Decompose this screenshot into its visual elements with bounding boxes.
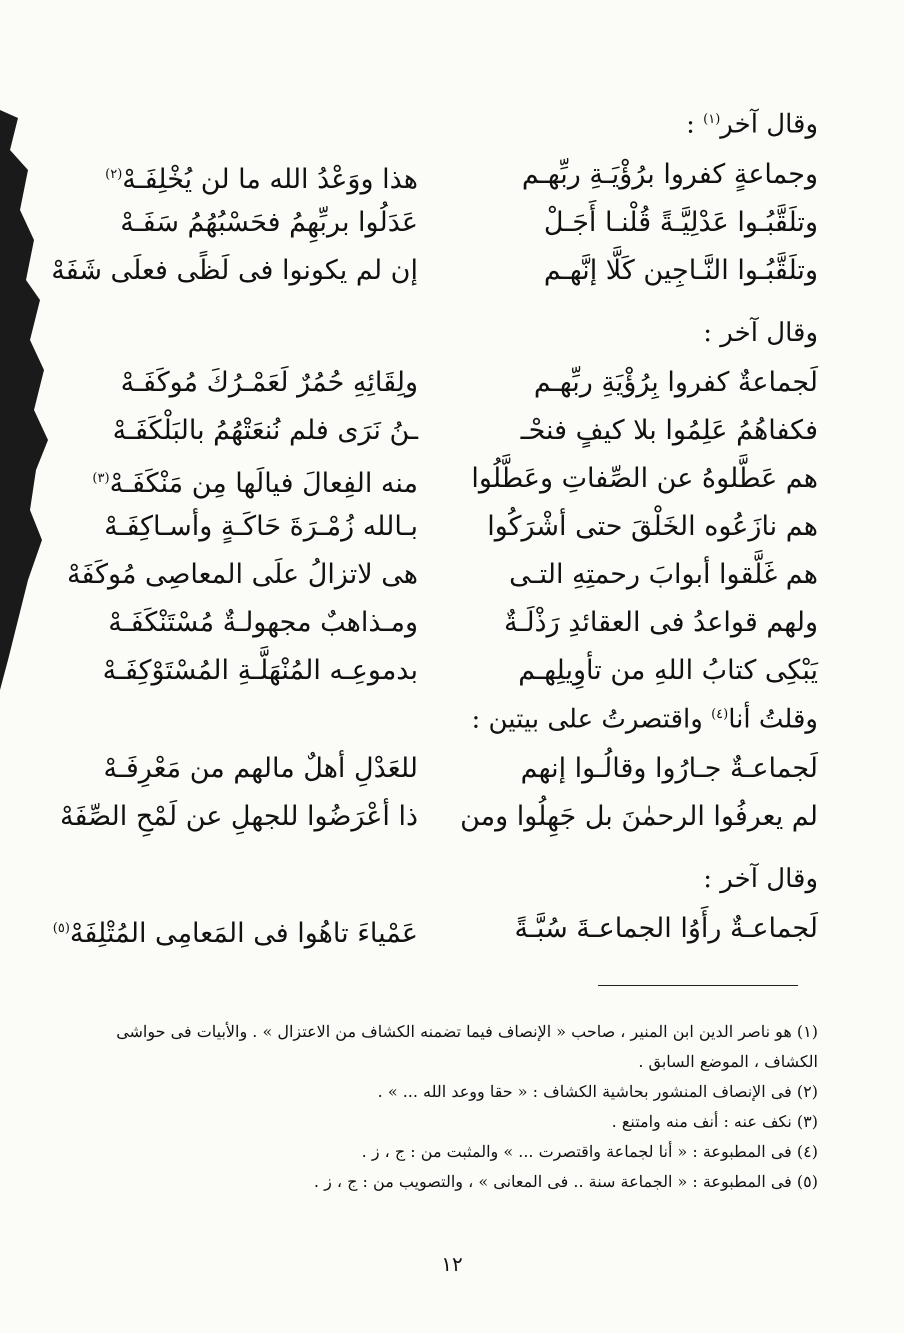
hemistich-second: بـالله زُمْـرَةَ حَاكَـةٍ وأسـاكِفَـهْ xyxy=(104,510,418,542)
verse-line xyxy=(78,359,818,407)
verse-line xyxy=(78,503,818,551)
hemistich-first: يَبْكِى كتابُ اللهِ من تأوِيلِهـم xyxy=(518,654,818,686)
hemistich-first: فكفاهُمُ عَلِمُوا بلا كيفٍ فنحْـ xyxy=(520,414,818,446)
hemistich-second: عَدَلُوا بربِّهِمُ فحَسْبُهُمُ سَفَـهْ xyxy=(120,206,418,238)
footnote-ref: (١) xyxy=(703,112,721,127)
verse-line xyxy=(78,599,818,647)
hemistich-first: هم غَلَّقوا أبوابَ رحمتِهِ التـى xyxy=(509,558,818,590)
hemistich-second: منه الفِعالَ فيالَها مِن مَنْكَفَـهْ$^{(٣)}$ xyxy=(92,467,418,499)
verse-line xyxy=(78,407,818,455)
verse-line xyxy=(78,151,818,199)
hemistich-second: عَمْياءَ تاهُوا فى المَعامِى المُتْلِفَهْ$^{(٥)}$ xyxy=(52,918,418,950)
verse-line xyxy=(52,905,818,953)
hemistich-second: للعَدْلِ أهلٌ مالهم من مَعْرِفَـهْ xyxy=(103,753,418,785)
section-intro: وقال آخر$^{(١)}$ : xyxy=(686,109,818,140)
hemistich-first: لَجماعـةٌ جـارُوا وقالُـوا إنهم xyxy=(520,753,818,785)
hemistich-first: هم عَطَّلوهُ عن الصِّفاتِ وعَطَّلُوا xyxy=(471,462,818,494)
hemistich-second: ولِقَائِهِ حُمُرٌ لَعَمْـرُكَ مُوكَفَـهْ xyxy=(120,366,418,398)
verse-line xyxy=(59,793,818,841)
footnote-ref: (٢) xyxy=(105,166,123,182)
section-intro: وقال آخر : xyxy=(703,864,818,895)
torn-edge-shadow xyxy=(0,0,60,700)
hemistich-second: هى لاتزالُ علَى المعاصِى مُوكَفَهْ xyxy=(67,558,418,590)
hemistich-first: وجماعةٍ كفروا برُؤْيَـةِ ربِّهـم xyxy=(521,158,818,190)
verse-line xyxy=(78,745,818,793)
section-intro: وقلتُ أنا$^{(٤)}$ واقتصرتُ على بيتين : xyxy=(471,704,818,735)
footnote: (٤) فى المطبوعة : « أنا لجماعة واقتصرت ... » والمثبت من : ج ، ز . xyxy=(361,1142,818,1161)
hemistich-first: لَجماعـةٌ رأَوُا الجماعـةَ سُبَّـةً xyxy=(514,913,818,945)
hemistich-first: لم يعرفُوا الرحمٰنَ بل جَهِلُوا ومن xyxy=(460,801,818,833)
footnote: (٢) فى الإنصاف المنشور بحاشية الكشاف : « حقا ووعد الله ... » . xyxy=(377,1082,818,1101)
verse-line xyxy=(78,455,818,503)
hemistich-second: بدموعِـه المُنْهَلَّـةِ المُسْتَوْكِفَـهْ xyxy=(102,654,418,686)
footnote: (١) هو ناصر الدين ابن المنير ، صاحب « الإنصاف فيما تضمنه الكشاف من الاعتزال » . والأبيات فى حواشى الكشاف ، الموضع السابق . xyxy=(116,1022,818,1071)
footnote-ref: (٤) xyxy=(711,706,729,722)
footnote-ref: (٣) xyxy=(92,470,110,486)
footnote-divider xyxy=(598,985,798,986)
hemistich-second: إن لم يكونوا فى لَظًى فعلَى شَفَهْ xyxy=(51,254,418,286)
verse-line xyxy=(51,247,818,295)
hemistich-second: هذا ووَعْدُ الله ما لن يُخْلِفَـهْ$^{(٢)}$ xyxy=(105,163,418,195)
footnote: (٣) نكف عنه : أنف منه وامتنع . xyxy=(611,1112,818,1131)
verse-line xyxy=(78,647,818,695)
footnotes xyxy=(80,1017,818,1197)
verse-line xyxy=(78,199,818,247)
hemistich-first: هم نازَعُوه الخَلْقَ حتى أشْرَكُوا xyxy=(487,510,818,542)
poem-page xyxy=(51,100,818,953)
footnote-ref: (٥) xyxy=(52,921,70,937)
hemistich-second: ومـذاهبٌ مجهولـةٌ مُسْتَنْكَفَـهْ xyxy=(108,606,418,638)
footnote: (٥) فى المطبوعة : « الجماعة سنة .. فى المعانى » ، والتصويب من : ج ، ز . xyxy=(313,1172,818,1191)
hemistich-second: ذا أعْرَضُوا للجهلِ عن لَمْحِ الصِّفَهْ xyxy=(59,801,418,833)
hemistich-first: لَجماعةٌ كفروا بِرُؤْيَةِ ربِّهـم xyxy=(533,366,818,398)
hemistich-first: وتلَقَّبُـوا النَّـاجِين كَلَّا إنَّهـم xyxy=(543,254,818,286)
section-intro: وقال آخر : xyxy=(703,317,818,348)
hemistich-second: ـنُ نَرَى فلم نُنعَتْهُمُ بالبَلْكَفَـهْ xyxy=(112,414,418,446)
hemistich-first: وتلَقَّبُـوا عَدْلِيَّـةً قُلْنـا أَجَـلْ xyxy=(543,206,818,238)
verse-line xyxy=(67,551,818,599)
hemistich-first: ولهم قواعدُ فى العقائدِ رَذْلَـةٌ xyxy=(503,606,818,638)
page-number: ١٢ xyxy=(441,1252,463,1276)
